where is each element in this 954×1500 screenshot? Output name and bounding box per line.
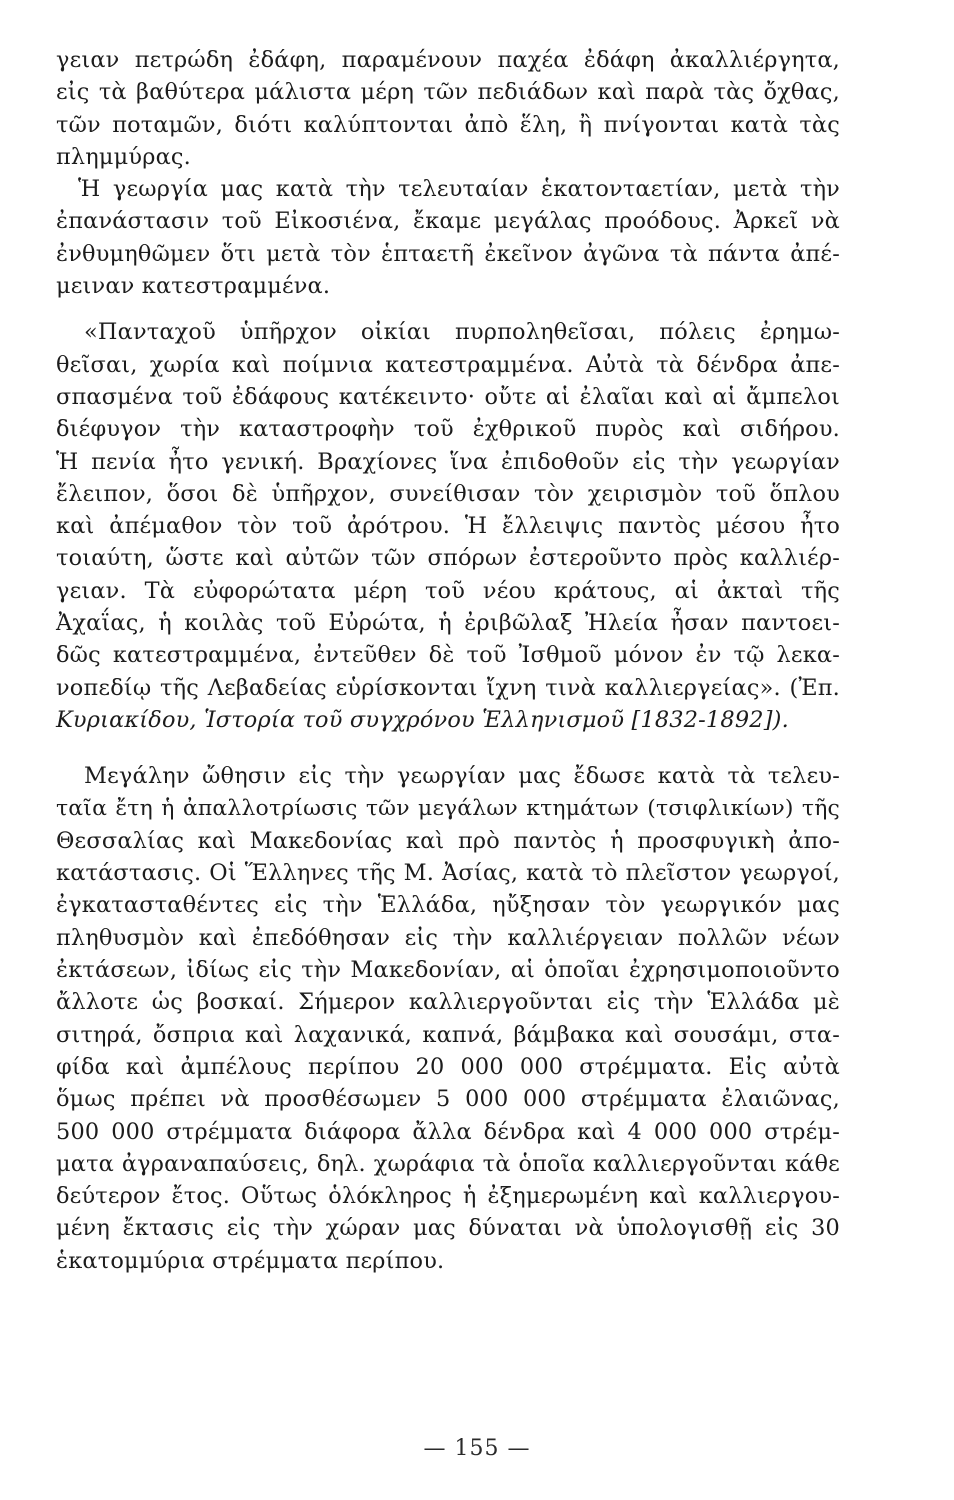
text-line: δῶς κατεστραμμένα, ἐντεῦθεν δὲ τοῦ Ἰσθμοῦ μόνον ἐν τῷ λεκα- (56, 642, 840, 669)
text-line: φίδα καὶ ἀμπέλους περίπου 20 000 000 στρέμματα. Εἰς αὐτὰ (56, 1053, 840, 1080)
text-line: ἄλλοτε ὡς βοσκαί. Σήμερον καλλιεργοῦνται εἰς τὴν Ἑλλάδα μὲ (56, 989, 840, 1016)
text-line: τοιαύτη, ὥστε καὶ αὐτῶν τῶν σπόρων ἐστεροῦντο πρὸς καλλιέρ- (56, 545, 840, 572)
text-line: ματα ἀγραναπαύσεις, δηλ. χωράφια τὰ ὁποῖα καλλιεργοῦνται κάθε (56, 1150, 840, 1177)
text-line: δεύτερον ἔτος. Οὕτως ὁλόκληρος ἡ ἐξημερωμένη καὶ καλλιεργου- (56, 1183, 840, 1210)
text-line: ἐκτάσεων, ἰδίως εἰς τὴν Μακεδονίαν, αἱ ὁποῖαι ἐχρησιμοποιοῦντο (56, 957, 840, 984)
text-line: γειαν. Τὰ εὐφορώτατα μέρη τοῦ νέου κράτους, αἱ ἀκταὶ τῆς (56, 577, 840, 604)
text-line: «Πανταχοῦ ὑπῆρχον οἰκίαι πυρποληθεῖσαι, πόλεις ἐρημω- (84, 319, 840, 346)
text-line: διέφυγον τὴν καταστροφὴν τοῦ ἐχθρικοῦ πυρὸς καὶ σιδήρου. (56, 416, 840, 443)
paragraph-3 (56, 760, 840, 1277)
text-line: κατάστασις. Οἱ Ἕλληνες τῆς Μ. Ἀσίας, κατὰ τὸ πλεῖστον γεωργοί, (56, 860, 840, 887)
text-line: ἑκατομμύρια στρέμματα περίπου. (56, 1247, 445, 1274)
text-line: γειαν πετρώδη ἐδάφη, παραμένουν παχέα ἐδάφη ἀκαλλιέργητα, (56, 47, 840, 73)
text-line: εἰς τὰ βαθύτερα μάλιστα μέρη τῶν πεδιάδων καὶ παρὰ τὰς ὄχθας, (56, 79, 840, 106)
page-number: — 155 — (423, 1436, 531, 1461)
text-line: σπασμένα τοῦ ἐδάφους κατέκειντο· οὔτε αἱ ἐλαῖαι καὶ αἱ ἄμπελοι (56, 383, 840, 410)
text-line: ἐπανάστασιν τοῦ Εἰκοσιένα, ἔκαμε μεγάλας προόδους. Ἀρκεῖ νὰ (56, 208, 840, 235)
paragraph-2 (56, 173, 840, 302)
quotation (56, 316, 840, 736)
text-line: Ἀχαΐας, ἡ κοιλὰς τοῦ Εὐρώτα, ἡ ἐριβῶλαξ Ἠλεία ἦσαν παντοει- (56, 610, 840, 637)
paragraph-gap (56, 302, 840, 316)
paragraph-1 (56, 44, 840, 173)
citation: Κυριακίδου, Ἱστορία τοῦ συγχρόνου Ἑλληνισμοῦ [1832-1892]). (56, 706, 789, 733)
text-line: ὅμως πρέπει νὰ προσθέσωμεν 5 000 000 στρέμματα ἐλαιῶνας, (56, 1086, 840, 1113)
paragraph-gap (56, 736, 840, 760)
text-line: ἔλειπον, ὅσοι δὲ ὑπῆρχον, συνείθισαν τὸν χειρισμὸν τοῦ ὅπλου (56, 480, 840, 507)
text-line: Ἡ γεωργία μας κατὰ τὴν τελευταίαν ἑκατονταετίαν, μετὰ τὴν (78, 176, 840, 203)
text-line: πλημμύρας. (56, 143, 191, 170)
text-line: τῶν ποταμῶν, διότι καλύπτονται ἀπὸ ἕλη, ἢ πνίγονται κατὰ τὰς (56, 111, 840, 138)
text-line: θεῖσαι, χωρία καὶ ποίμνια κατεστραμμένα. Αὐτὰ τὰ δένδρα ἀπε- (56, 351, 840, 378)
text-line: πληθυσμὸν καὶ ἐπεδόθησαν εἰς τὴν καλλιέργειαν πολλῶν νέων (56, 924, 840, 951)
text-line: ἐγκατασταθέντες εἰς τὴν Ἑλλάδα, ηὔξησαν τὸν γεωργικόν μας (56, 892, 840, 919)
text-line: ἐνθυμηθῶμεν ὅτι μετὰ τὸν ἑπταετῆ ἐκεῖνον ἀγῶνα τὰ πάντα ἀπέ- (56, 240, 840, 267)
text-line: καὶ ἀπέμαθον τὸν τοῦ ἀρότρου. Ἡ ἔλλειψις παντὸς μέσου ἦτο (56, 513, 840, 540)
text-line: σιτηρά, ὄσπρια καὶ λαχανικά, καπνά, βάμβακα καὶ σουσάμι, στα- (56, 1021, 840, 1048)
text-line: νοπεδίῳ τῆς Λεβαδείας εὑρίσκονται ἴχνη τινὰ καλλιεργείας». (Ἐπ. (56, 674, 840, 701)
text-line: Μεγάλην ὤθησιν εἰς τὴν γεωργίαν μας ἔδωσε κατὰ τὰ τελευ- (84, 763, 840, 790)
text-line: μειναν κατεστραμμένα. (56, 273, 331, 300)
page-body (56, 44, 840, 1277)
text-line: 500 000 στρέμματα διάφορα ἄλλα δένδρα καὶ 4 000 000 στρέμ- (56, 1118, 840, 1145)
text-line: Ἡ πενία ἦτο γενική. Βραχίονες ἵνα ἐπιδοθοῦν εἰς τὴν γεωργίαν (56, 448, 840, 475)
text-line: μένη ἔκτασις εἰς τὴν χώραν μας δύναται νὰ ὑπολογισθῇ εἰς 30 (56, 1215, 840, 1242)
text-line: Θεσσαλίας καὶ Μακεδονίας καὶ πρὸ παντὸς ἡ προσφυγικὴ ἀπο- (56, 827, 840, 854)
text-line: ταῖα ἔτη ἡ ἀπαλλοτρίωσις τῶν μεγάλων κτημάτων (τσιφλικίων) τῆς (56, 795, 840, 821)
